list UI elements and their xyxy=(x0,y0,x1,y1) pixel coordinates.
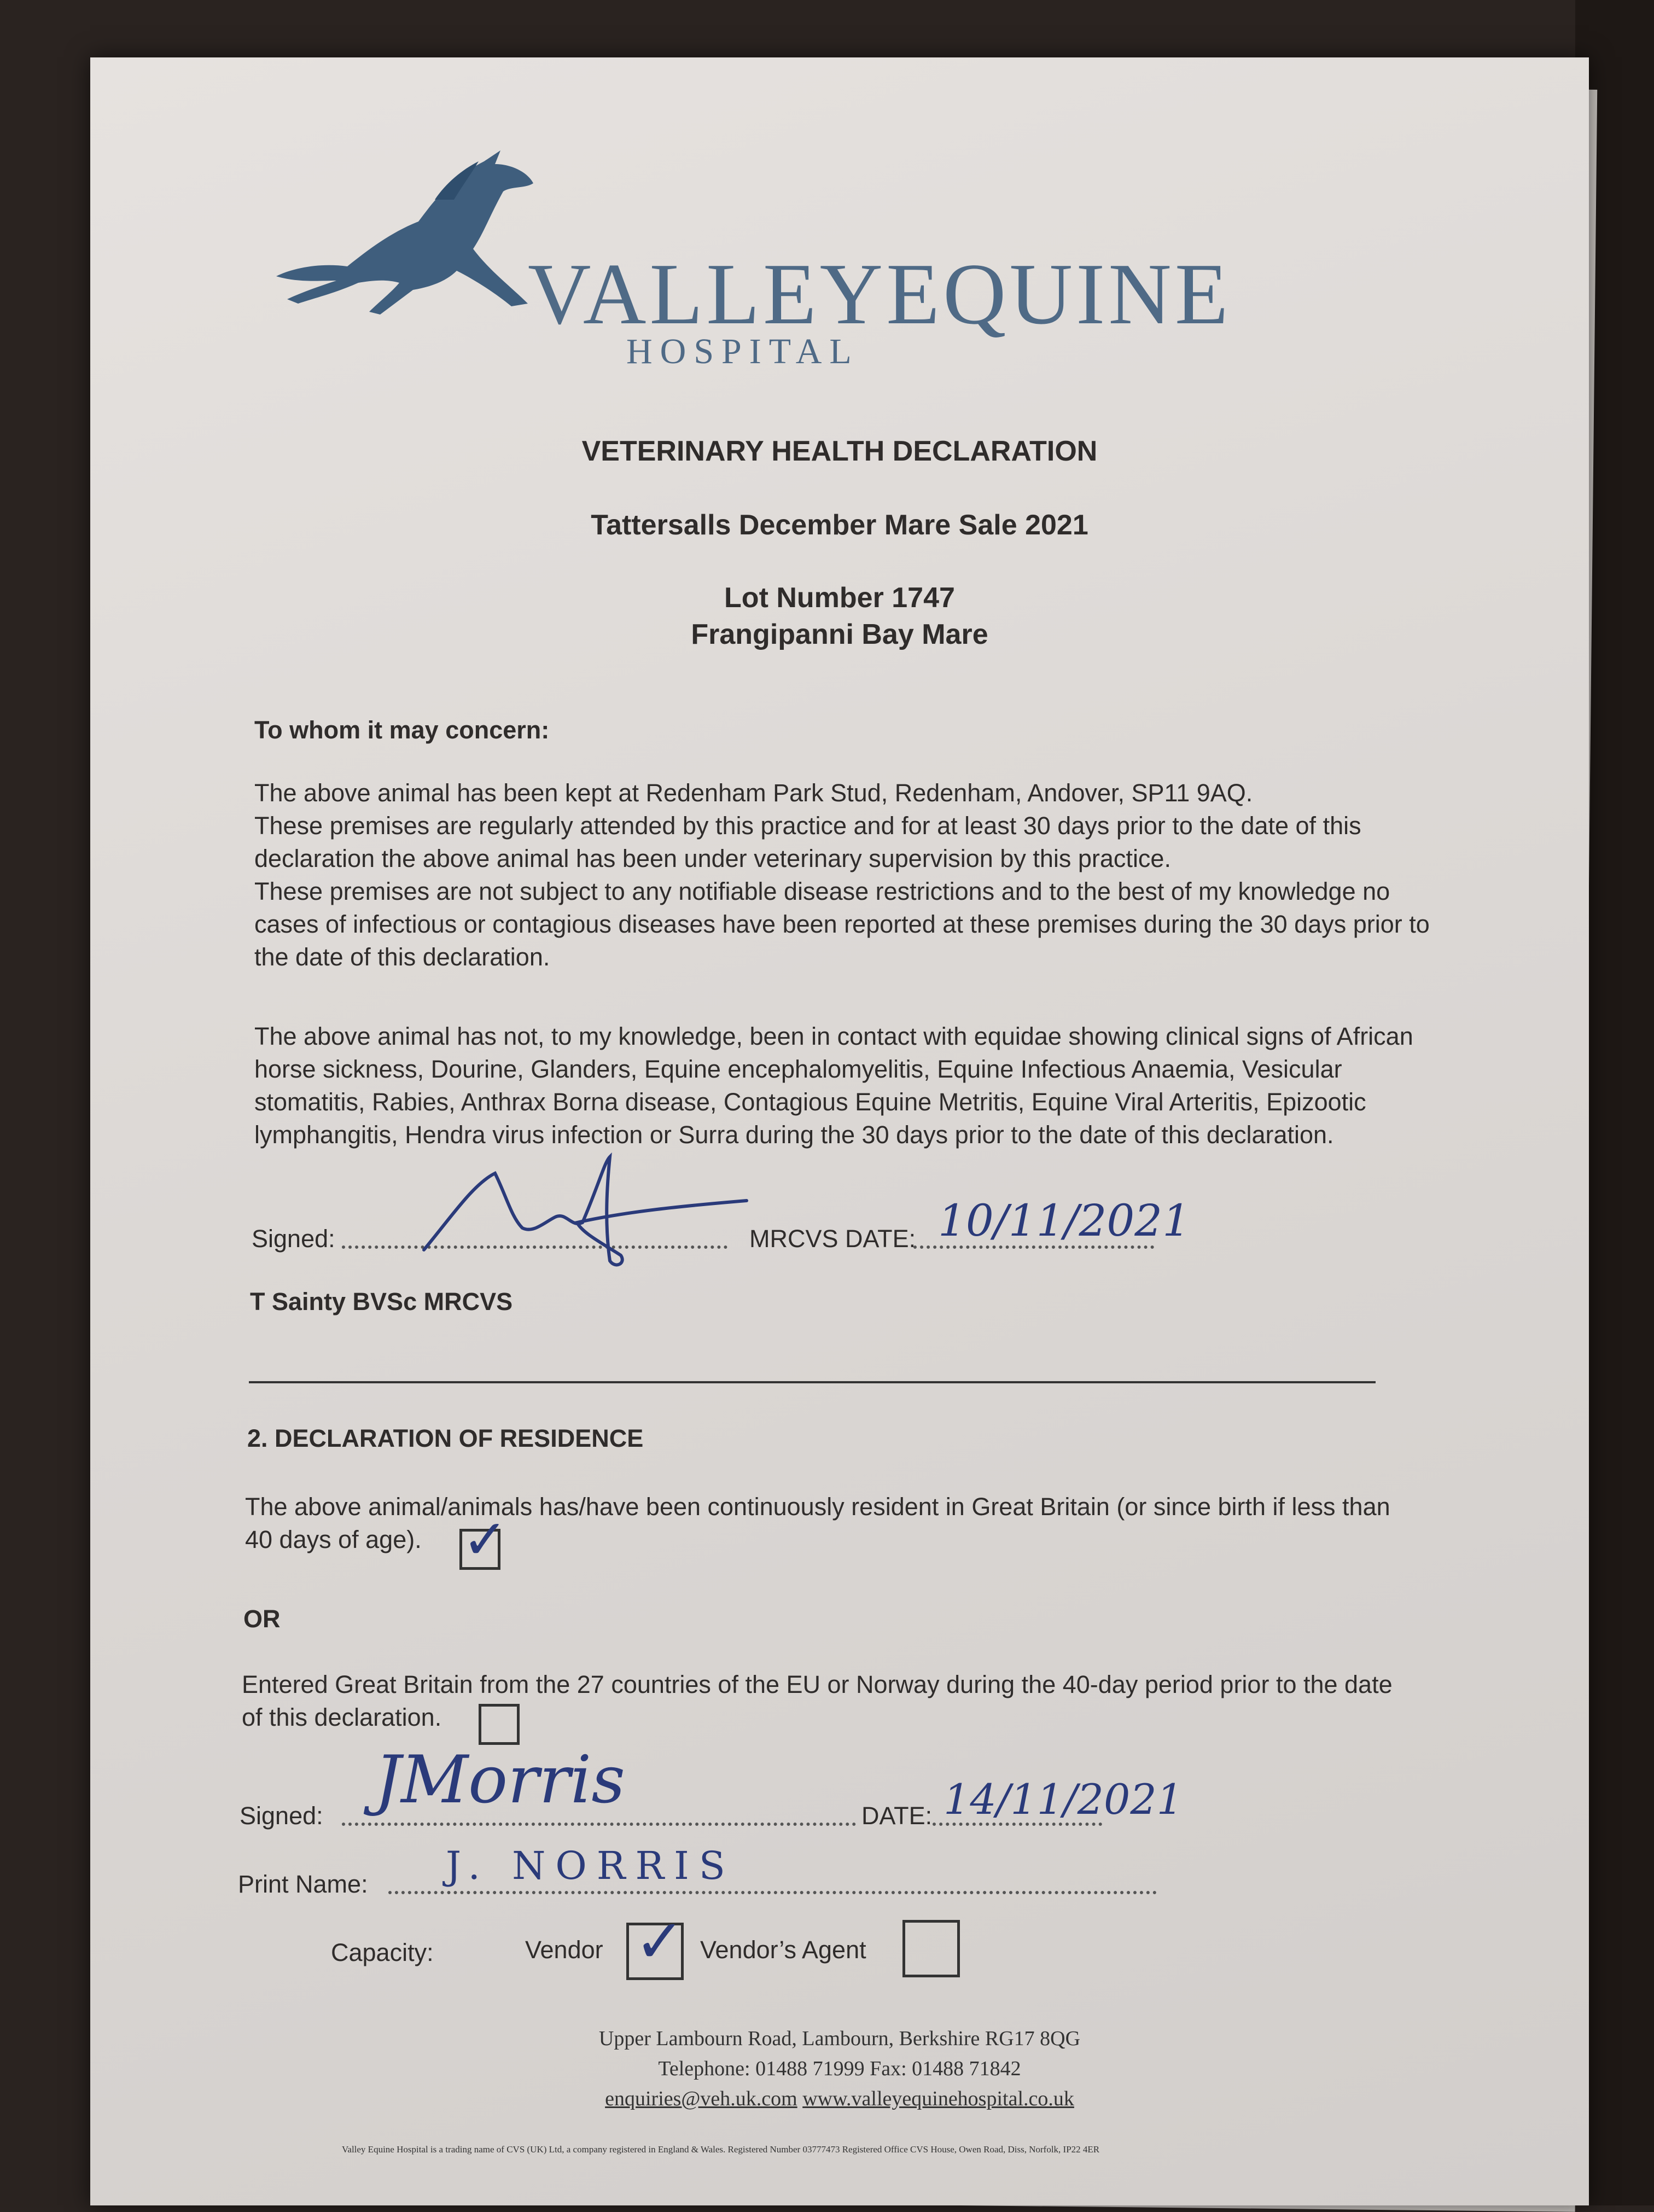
hospital-logo xyxy=(254,139,1232,391)
footer-legal: Valley Equine Hospital is a trading name of CVS (UK) Ltd, a company registered in England & Wales. Registered Number 03777473 Registered Office CVS House, Owen Road, Diss, Norfolk, IP22 4ER xyxy=(342,2144,1100,2155)
text-line: The above animal has been kept at Redenham Park Stud, Redenham, Andover, SP11 9AQ. xyxy=(254,779,1253,807)
footer-website-link[interactable]: www.valleyequinehospital.co.uk xyxy=(802,2087,1074,2110)
text-line: declaration the above animal has been under veterinary supervision by this practice. xyxy=(254,845,1171,872)
check-mark-icon: ✓ xyxy=(462,1509,508,1570)
salutation: To whom it may concern: xyxy=(254,716,550,744)
lot-number: Lot Number 1747 xyxy=(724,582,955,614)
vendor-signed-label: Signed: xyxy=(240,1802,323,1830)
check-mark-icon: ✓ xyxy=(634,1908,685,1975)
vendor-signature-line xyxy=(342,1823,856,1826)
residence-option-2 xyxy=(242,1668,1393,1734)
document-page xyxy=(90,57,1589,2205)
paragraph-premises xyxy=(254,777,1430,974)
paragraph-diseases xyxy=(254,1020,1413,1151)
document-title: VETERINARY HEALTH DECLARATION xyxy=(581,435,1098,467)
vet-date-value: 10/11/2021 xyxy=(938,1195,1191,1246)
sale-name: Tattersalls December Mare Sale 2021 xyxy=(591,509,1088,541)
text-line: of this declaration. xyxy=(242,1703,442,1731)
residence-option-2-checkbox[interactable] xyxy=(479,1704,520,1745)
text-line: The above animal has not, to my knowledge, been in contact with equidae showing clinical signs of African xyxy=(254,1022,1413,1050)
footer-address: Upper Lambourn Road, Lambourn, Berkshire RG17 8QG xyxy=(598,2027,1081,2050)
logo-sub-text: HOSPITAL xyxy=(626,331,859,371)
residence-option-1 xyxy=(245,1491,1390,1556)
section-divider xyxy=(249,1381,1376,1383)
vendors-agent-checkbox[interactable] xyxy=(902,1920,960,1977)
vendor-date-value: 14/11/2021 xyxy=(944,1775,1184,1824)
vet-name: T Sainty BVSc MRCVS xyxy=(250,1288,513,1315)
footer-phone: Telephone: 01488 71999 Fax: 01488 71842 xyxy=(658,2057,1021,2080)
text-line: Entered Great Britain from the 27 countries of the EU or Norway during the 40-day period prior to the date xyxy=(242,1670,1393,1698)
text-line: stomatitis, Rabies, Anthrax Borna disease, Contagious Equine Metritis, Equine Viral Arteritis, Epizootic xyxy=(254,1088,1366,1116)
text-line: the date of this declaration. xyxy=(254,943,550,971)
vet-signature xyxy=(418,1151,801,1277)
text-line: horse sickness, Dourine, Glanders, Equine encephalomyelitis, Equine Infectious Anaemia, Vesicular xyxy=(254,1055,1342,1083)
horse-name: Frangipanni Bay Mare xyxy=(691,619,988,650)
footer-contact xyxy=(90,2087,1589,2111)
horse-icon xyxy=(254,139,561,315)
vendors-agent-option-label: Vendor’s Agent xyxy=(700,1936,866,1964)
mrcvs-date-label: MRCVS DATE: xyxy=(749,1225,916,1253)
text-line: These premises are regularly attended by this practice and for at least 30 days prior to the date of this xyxy=(254,812,1361,840)
print-name-line xyxy=(388,1891,1157,1894)
text-line: The above animal/animals has/have been continuously resident in Great Britain (or since birth if less than xyxy=(245,1493,1390,1521)
or-separator: OR xyxy=(243,1605,281,1633)
logo-brand-text: VALLEYEQUINE xyxy=(528,245,1232,342)
capacity-label: Capacity: xyxy=(331,1939,434,1966)
vendor-option-label: Vendor xyxy=(525,1936,603,1964)
text-line: cases of infectious or contagious diseases have been reported at these premises during the 30 days prior to xyxy=(254,910,1430,938)
vendor-signature: JMorris xyxy=(375,1742,625,1818)
residence-heading: 2. DECLARATION OF RESIDENCE xyxy=(247,1424,644,1452)
vet-signed-label: Signed: xyxy=(252,1225,335,1253)
print-name-value: J. NORRIS xyxy=(446,1843,735,1888)
text-line: 40 days of age). xyxy=(245,1526,422,1553)
text-line: lymphangitis, Hendra virus infection or Surra during the 30 days prior to the date of this declaration. xyxy=(254,1121,1334,1149)
text-line: These premises are not subject to any notifiable disease restrictions and to the best of my knowledge no xyxy=(254,877,1390,905)
print-name-label: Print Name: xyxy=(238,1870,368,1898)
footer-email-link[interactable]: enquiries@veh.uk.com xyxy=(605,2087,797,2110)
vendor-date-label: DATE: xyxy=(861,1802,933,1830)
